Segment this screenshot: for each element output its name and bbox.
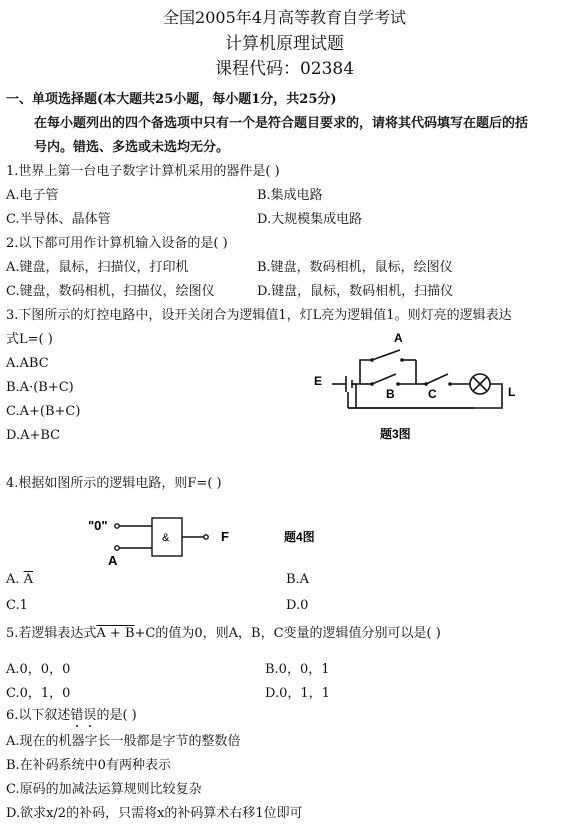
q6-option-d: D.欲求x/2的补码，只需将x的补码算术右移1位即可 (6, 806, 303, 821)
q6-emphasis: 误 (83, 708, 97, 723)
q4-option-b: B.A (286, 572, 310, 587)
figure-3-label-a: A (394, 331, 403, 345)
section-instruction: 号内。错选、多选或未选均无分。 (34, 140, 230, 155)
q2-option-c: C.键盘，数码相机，扫描仪，绘图仪 (6, 284, 215, 299)
q3-option-d: D.A+BC (6, 428, 61, 443)
exam-header-line: 全国2005年4月高等教育自学考试 (163, 8, 406, 27)
q1-option-a: A.电子管 (6, 188, 59, 203)
q6-option-a: A.现在的机器字长一般都是字节的整数倍 (6, 734, 241, 749)
q4-option-d: D.0 (286, 598, 309, 613)
q3-option-a: A.ABC (6, 356, 49, 371)
q4-option-a (6, 572, 33, 588)
question-4-stem: 4.根据如图所示的逻辑电路，则F=( ) (6, 476, 222, 491)
section-instruction: 在每小题列出的四个备选项中只有一个是符合题目要求的，请将其代码填写在题后的括 (34, 116, 529, 131)
figure-4-logic-circuit (84, 508, 344, 568)
q4-option-a-negated: $\overline{A}$ (23, 572, 34, 587)
figure-3-label-e: E (314, 374, 323, 388)
q5-option-d: D.0，1，1 (265, 686, 330, 701)
q6-option-b: B.在补码系统中0有两种表示 (6, 758, 171, 773)
question-6-stem (6, 708, 137, 724)
q4-option-c: C.1 (6, 598, 28, 613)
section-heading: 一、单项选择题(本大题共25小题，每小题1分，共25分) (6, 92, 337, 107)
question-3-stem: 3.下图所示的灯控电路中，设开关闭合为逻辑值1，灯L亮为逻辑值1。则灯亮的逻辑表达 (6, 308, 512, 323)
figure-4-caption: 题4图 (284, 530, 315, 544)
figure-4-input-a: A (108, 553, 118, 568)
q1-option-b: B.集成电路 (257, 188, 323, 203)
q6-stem-pre: 6.以下叙述 (6, 708, 71, 723)
course-code: 课程代码：02384 (214, 59, 355, 79)
q5-stem-pre: 5.若逻辑表达式 (6, 626, 97, 641)
question-3-stem: 式L=( ) (6, 332, 53, 347)
q5-option-a: A.0，0，0 (6, 662, 71, 677)
q2-option-a: A.键盘，鼠标，扫描仪，打印机 (6, 260, 189, 275)
figure-4-output-label: F (221, 529, 229, 544)
figure-4-gate-symbol: & (162, 532, 170, 544)
figure-3-label-c: C (428, 387, 437, 401)
q5-option-c: C.0，1，0 (6, 686, 71, 701)
q5-stem-post: +C的值为0，则A，B，C变量的逻辑值分别可以是( ) (134, 626, 441, 641)
question-5-stem (6, 626, 441, 642)
figure-3-lamp-circuit (296, 330, 546, 450)
q6-option-c: C.原码的加减法运算规则比较复杂 (6, 782, 202, 797)
question-2-stem: 2.以下都可用作计算机输入设备的是( ) (6, 236, 228, 251)
question-1-stem: 1.世界上第一台电子数字计算机采用的器件是( ) (6, 164, 280, 179)
q4-option-a-prefix: A. (6, 572, 24, 587)
q1-option-d: D.大规模集成电路 (257, 212, 363, 227)
q2-option-d: D.键盘，鼠标，数码相机，扫描仪 (257, 284, 454, 299)
q5-negated-expression: A + B (96, 626, 135, 641)
q1-option-c: C.半导体、晶体管 (6, 212, 111, 227)
q6-emphasis: 错 (70, 708, 84, 723)
figure-3-label-l: L (508, 385, 516, 399)
exam-title: 计算机原理试题 (225, 34, 344, 54)
figure-3-caption: 题3图 (380, 427, 411, 441)
q5-option-b: B.0，0，1 (265, 662, 330, 677)
q2-option-b: B.键盘，数码相机，鼠标，绘图仪 (257, 260, 453, 275)
figure-4-input-0: "0" (88, 518, 108, 533)
figure-3-label-b: B (386, 387, 395, 401)
q6-stem-post: 的是( ) (96, 708, 137, 723)
q3-option-c: C.A+(B+C) (6, 404, 81, 419)
q3-option-b: B.A·(B+C) (6, 380, 74, 395)
